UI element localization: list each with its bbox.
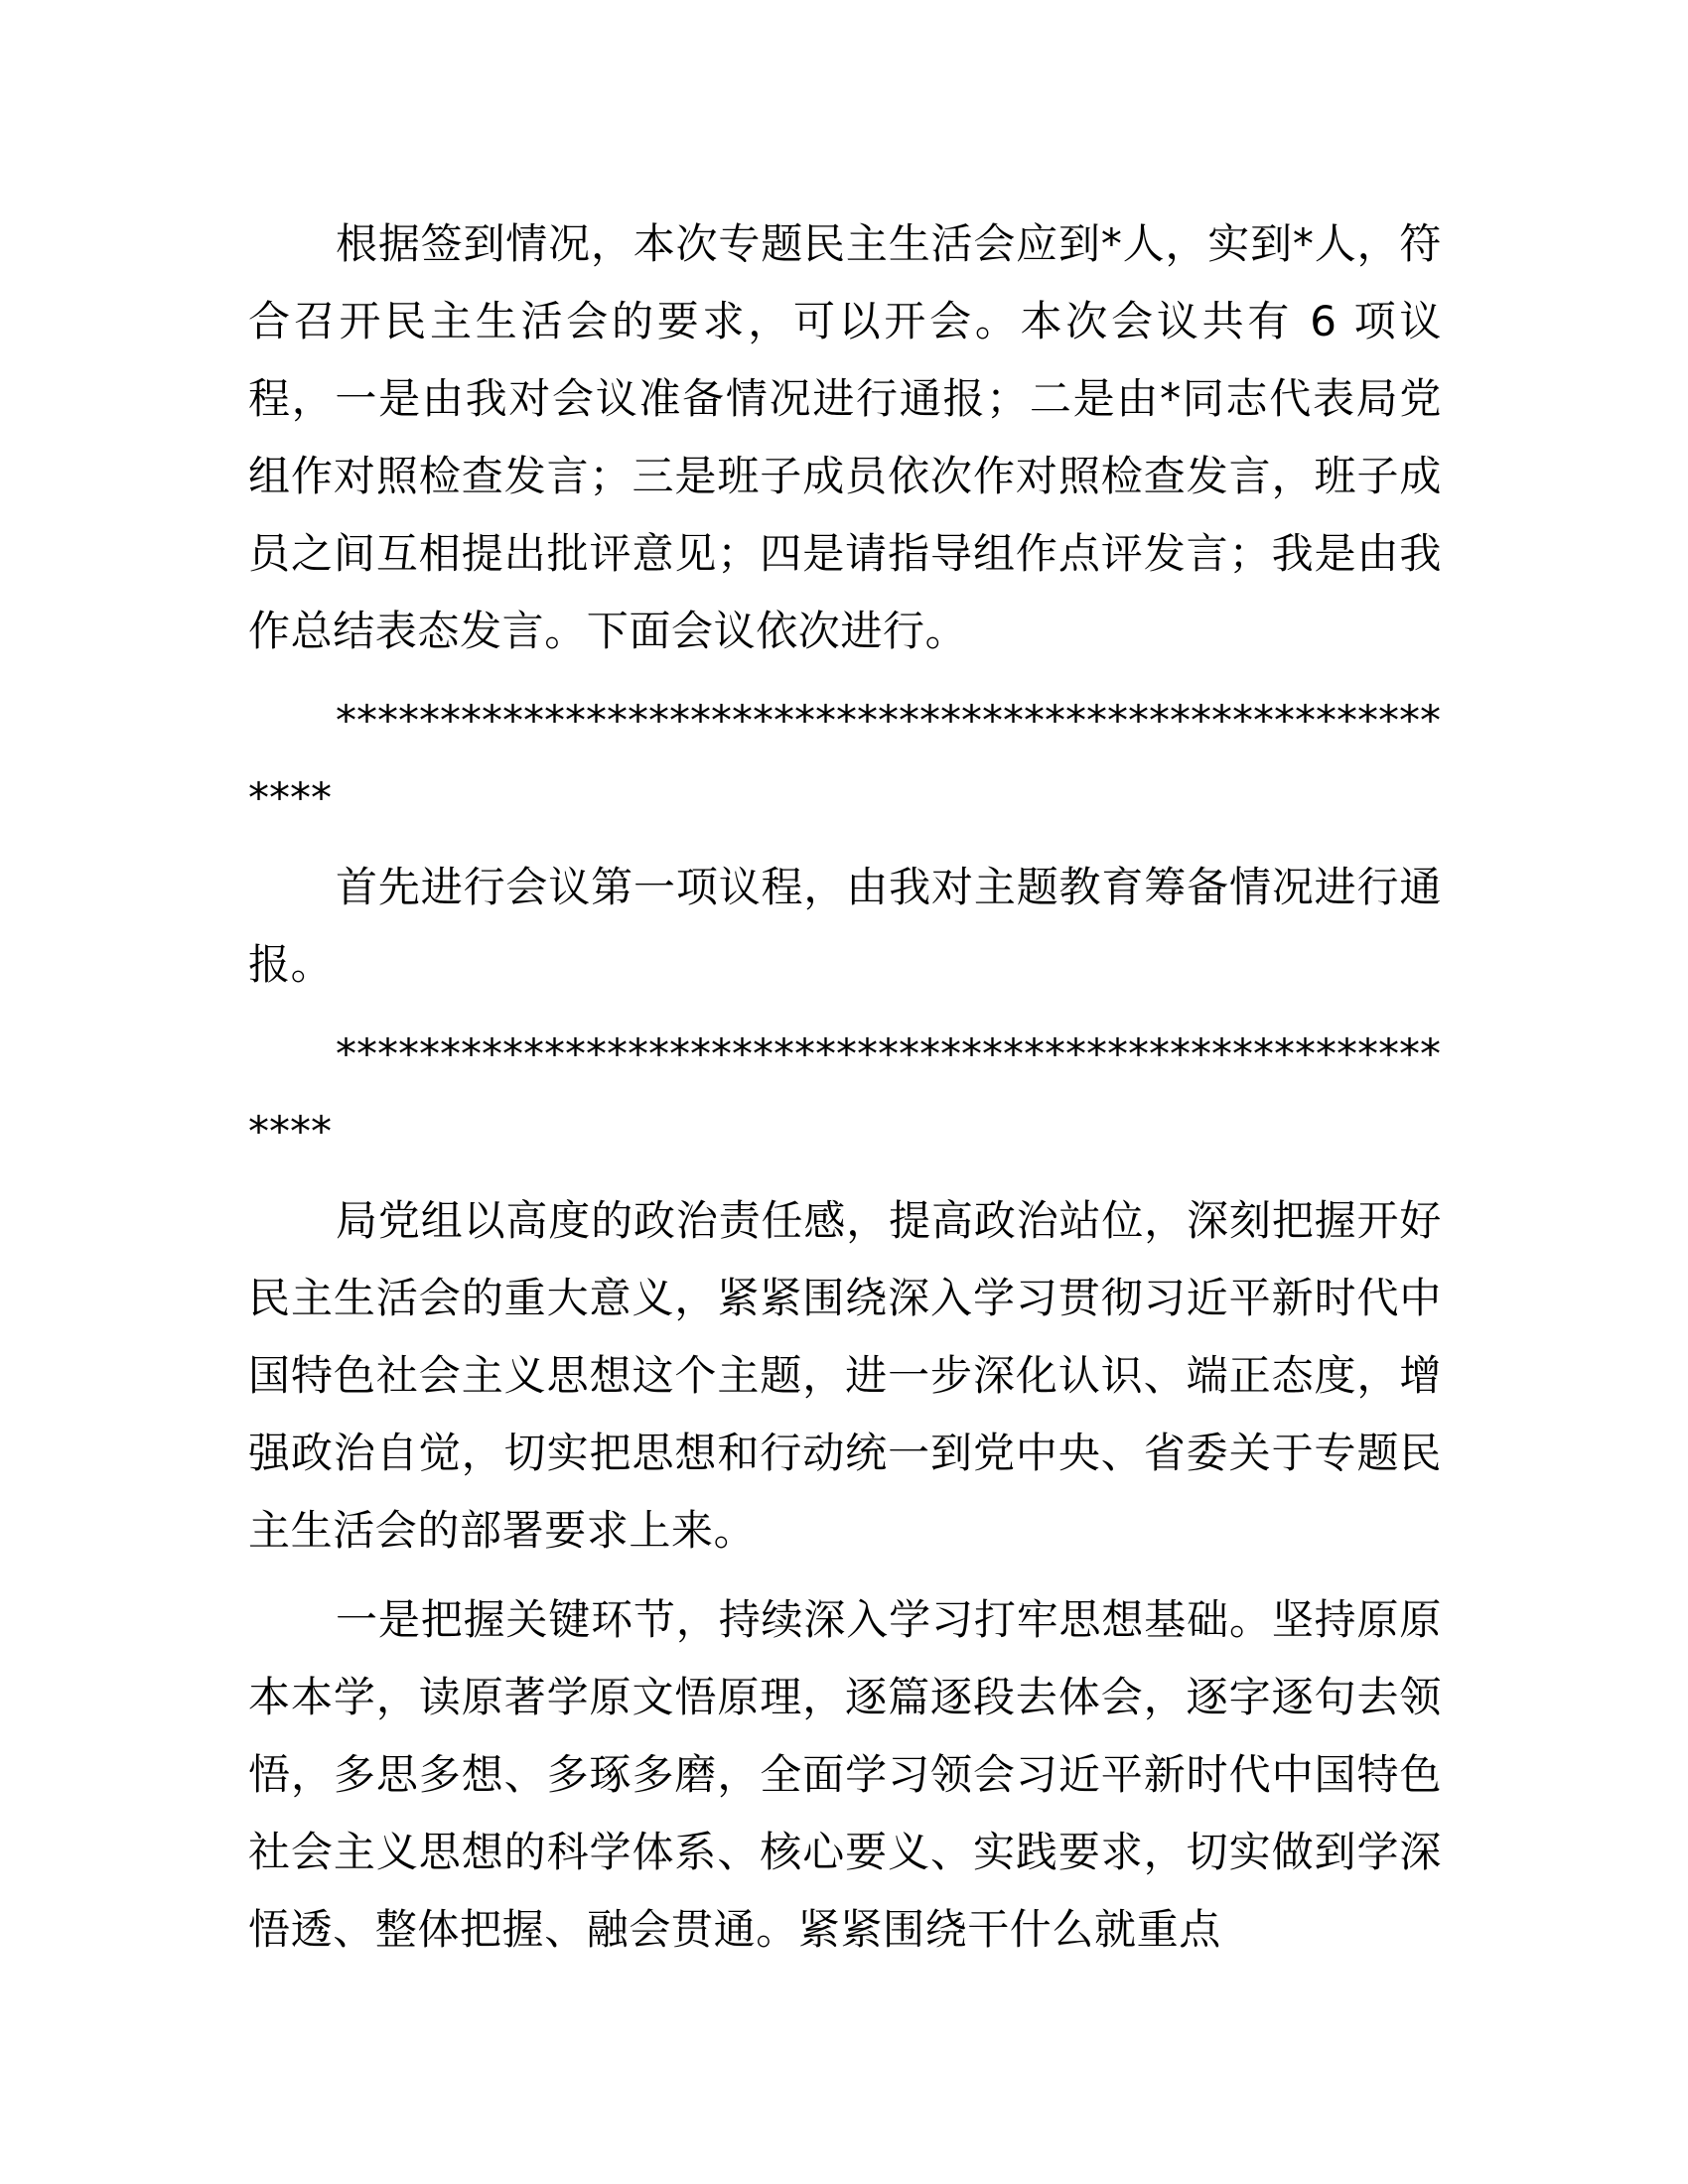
paragraph-attendance-agenda: 根据签到情况，本次专题民主生活会应到*人，实到*人，符合召开民主生活会的要求，可以开会。本次会议共有 6 项议程，一是由我对会议准备情况进行通报；二是由*同志代表局党组作对照检查发言；三是班子成员依次作对照检查发言，班子成员之间互相提出批评意见；四是请指导组作点评发言；我是由我作总结表态发言。下面会议依次进行。	[248, 219, 1442, 655]
document-page	[248, 205, 1442, 1980]
separator-asterisks: *********************************************************	[248, 1029, 1441, 1156]
paragraph-party-group-report: 局党组以高度的政治责任感，提高政治站位，深刻把握开好民主生活会的重大意义，紧紧围绕深入学习贯彻习近平新时代中国特色社会主义思想这个主题，进一步深化认识、端正态度，增强政治自觉，切实把思想和行动统一到党中央、省委关于专题民主生活会的部署要求上来。	[248, 1196, 1442, 1555]
paragraph-point-one-study: 一是把握关键环节，持续深入学习打牢思想基础。坚持原原本本学，读原著学原文悟原理，逐篇逐段去体会，逐字逐句去领悟，多思多想、多琢多磨，全面学习领会习近平新时代中国特色社会主义思想的科学体系、核心要义、实践要求，切实做到学深悟透、整体把握、融会贯通。紧紧围绕干什么就重点	[248, 1595, 1442, 1954]
paragraph-first-agenda-item: 首先进行会议第一项议程，由我对主题教育筹备情况进行通报。	[248, 863, 1442, 989]
separator-asterisks: *********************************************************	[248, 696, 1441, 822]
